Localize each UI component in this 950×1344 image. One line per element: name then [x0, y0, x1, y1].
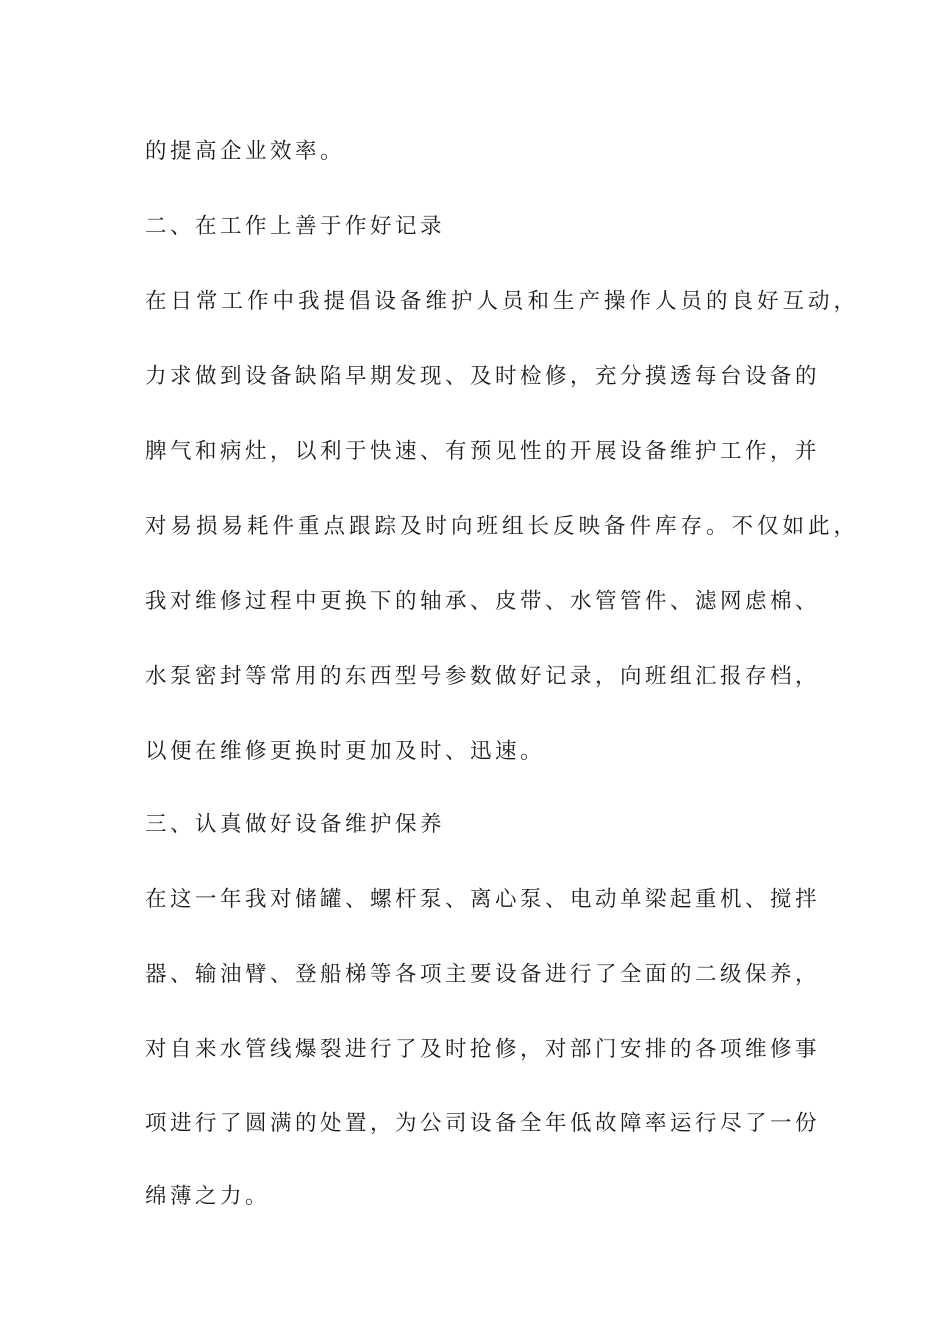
section-heading: 二、在工作上善于作好记录: [145, 214, 446, 239]
paragraph-line: 在这一年我对储罐、螺杆泵、离心泵、电动单梁起重机、搅拌: [145, 887, 821, 912]
paragraph-line: 水泵密封等常用的东西型号参数做好记录，向班组汇报存档，: [145, 664, 821, 689]
paragraph-line: 以便在维修更换时更加及时、迅速。: [145, 739, 546, 764]
paragraph-line: 脾气和病灶，以利于快速、有预见性的开展设备维护工作，并: [145, 439, 821, 464]
paragraph-line: 力求做到设备缺陷早期发现、及时检修，充分摸透每台设备的: [145, 364, 821, 389]
paragraph-line: 对自来水管线爆裂进行了及时抢修，对部门安排的各项维修事: [145, 1037, 821, 1062]
paragraph-line: 我对维修过程中更换下的轴承、皮带、水管管件、滤网虑棉、: [145, 589, 821, 614]
paragraph-line: 对易损易耗件重点跟踪及时向班组长反映备件库存。不仅如此，: [145, 514, 860, 539]
paragraph-line: 的提高企业效率。: [145, 139, 346, 164]
paragraph-line: 在日常工作中我提倡设备维护人员和生产操作人员的良好互动，: [145, 289, 860, 314]
paragraph-line: 项进行了圆满的处置，为公司设备全年低故障率运行尽了一份: [145, 1111, 821, 1136]
paragraph-line: 器、输油臂、登船梯等各项主要设备进行了全面的二级保养，: [145, 962, 821, 987]
section-heading: 三、认真做好设备维护保养: [145, 812, 446, 837]
paragraph-line: 绵薄之力。: [145, 1184, 271, 1209]
